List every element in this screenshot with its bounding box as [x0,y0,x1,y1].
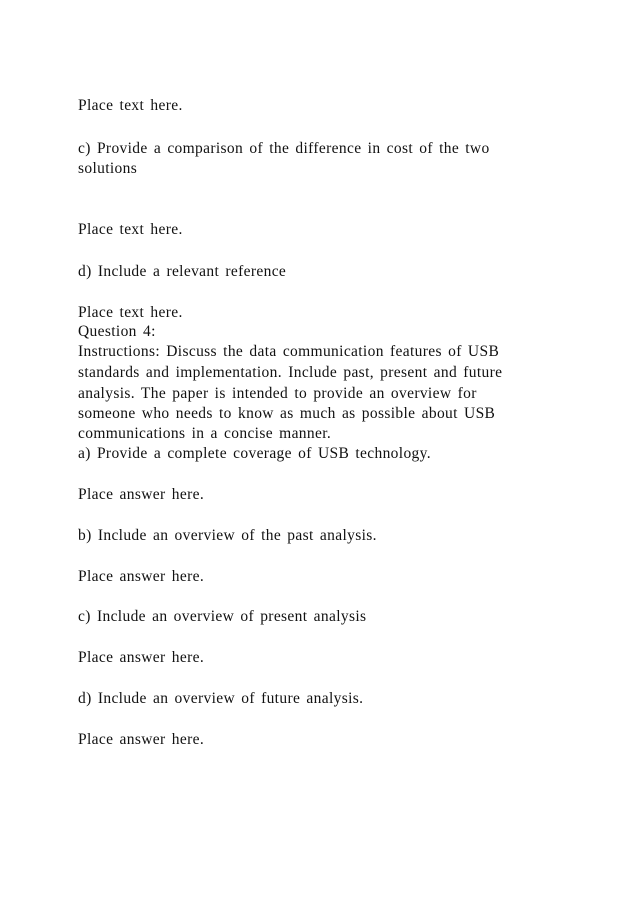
item-c-comparison-line-1: c) Provide a comparison of the difference in cost of the two [78,140,490,157]
placeholder-text: Place text here. [78,221,183,238]
instructions-line-2: standards and implementation. Include past, present and future [78,364,503,381]
item-a-coverage: a) Provide a complete coverage of USB technology. [78,445,431,462]
answer-placeholder: Place answer here. [78,486,205,503]
answer-placeholder: Place answer here. [78,731,205,748]
item-d-reference: d) Include a relevant reference [78,263,287,280]
item-c-present-analysis: c) Include an overview of present analysis [78,608,367,625]
item-c-comparison-line-2: solutions [78,160,138,177]
instructions-line-5: communications in a concise manner. [78,425,332,442]
instructions-line-1: Instructions: Discuss the data communication features of USB [78,343,500,360]
item-d-future-analysis: d) Include an overview of future analysis. [78,690,364,707]
question-heading: Question 4: [78,323,156,340]
instructions-line-4: someone who needs to know as much as possible about USB [78,405,496,422]
item-b-past-analysis: b) Include an overview of the past analysis. [78,527,377,544]
answer-placeholder: Place answer here. [78,649,205,666]
placeholder-text: Place text here. [78,97,183,114]
placeholder-text: Place text here. [78,304,183,321]
instructions-line-3: analysis. The paper is intended to provide an overview for [78,385,477,402]
answer-placeholder: Place answer here. [78,568,205,585]
